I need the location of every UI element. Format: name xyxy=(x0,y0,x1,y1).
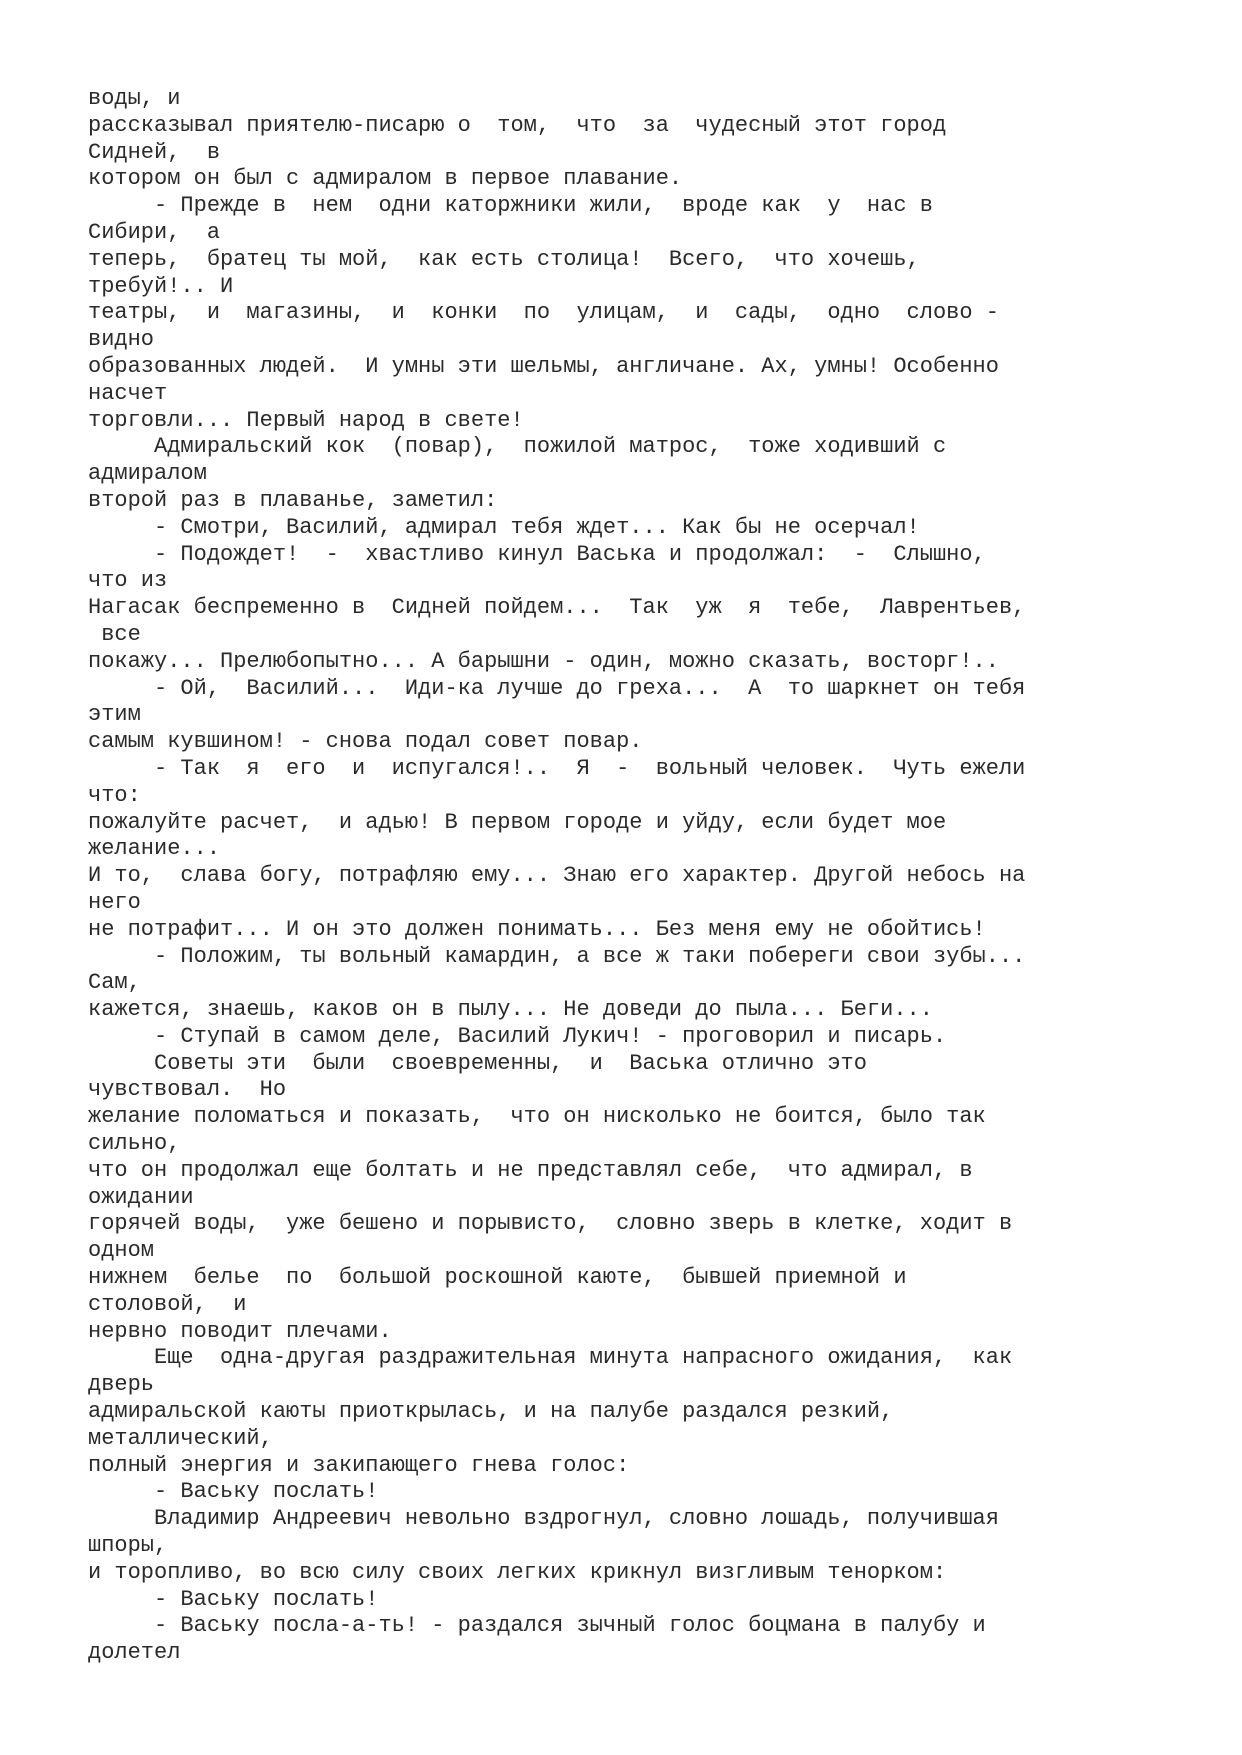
text-line: не потрафит... И он это должен понимать... Без меня ему не обойтись! xyxy=(88,916,986,942)
text-line: столовой, и xyxy=(88,1291,247,1317)
text-line: - Положим, ты вольный камардин, а все ж таки побереги свои зубы... xyxy=(88,943,1026,969)
text-line: него xyxy=(88,889,141,915)
text-line: сильно, xyxy=(88,1131,181,1157)
text-line: нижнем белье по большой роскошной каюте, бывшей приемной и xyxy=(88,1265,907,1291)
text-line: теперь, братец ты мой, как есть столица! Всего, что хочешь, xyxy=(88,246,920,272)
text-line: Адмиральский кок (повар), пожилой матрос, тоже ходивший с xyxy=(88,434,947,460)
text-line: видно xyxy=(88,327,155,353)
text-line: желание поломаться и показать, что он нисколько не боится, было так xyxy=(88,1104,986,1130)
text-line: чувствовал. Но xyxy=(88,1077,287,1103)
text-line: желание... xyxy=(88,836,221,862)
text-line: адмиралом xyxy=(88,461,207,487)
document-page xyxy=(88,86,1208,1667)
text-line: и торопливо, во всю силу своих легких крикнул визгливым тенорком: xyxy=(88,1559,947,1585)
text-line: - Ой, Василий... Иди-ка лучше до греха... А то шаркнет он тебя xyxy=(88,675,1026,701)
text-line: театры, и магазины, и конки по улицам, и сады, одно слово - xyxy=(88,300,999,326)
text-line: Сибири, а xyxy=(88,219,221,245)
text-line: что из xyxy=(88,568,168,594)
text-line: долетел xyxy=(88,1640,181,1666)
text-line: что: xyxy=(88,782,141,808)
text-line: металлический, xyxy=(88,1425,273,1451)
text-line: этим xyxy=(88,702,141,728)
text-line: пожалуйте расчет, и адью! В первом городе и уйду, если будет мое xyxy=(88,809,947,835)
text-line: рассказывал приятелю-писарю о том, что за чудесный этот город xyxy=(88,112,947,138)
text-line: - Ваську послать! xyxy=(88,1586,379,1612)
text-line: образованных людей. И умны эти шельмы, англичане. Ах, умны! Особенно xyxy=(88,353,999,379)
text-line: Сидней, в xyxy=(88,139,221,165)
text-line: И то, слава богу, потрафляю ему... Знаю его характер. Другой небось на xyxy=(88,863,1026,889)
text-line: Сам, xyxy=(88,970,141,996)
text-line: Советы эти были своевременны, и Васька отлично это xyxy=(88,1050,867,1076)
text-line: требуй!.. И xyxy=(88,273,234,299)
text-line: горячей воды, уже бешено и порывисто, словно зверь в клетке, ходит в xyxy=(88,1211,1013,1237)
text-line: адмиральской каюты приоткрылась, и на палубе раздался резкий, xyxy=(88,1399,894,1425)
text-line: - Ваську посла-а-ть! - раздался зычный голос боцмана в палубу и xyxy=(88,1613,986,1639)
text-line: котором он был с адмиралом в первое плавание. xyxy=(88,166,683,192)
text-line: что он продолжал еще болтать и не представлял себе, что адмирал, в xyxy=(88,1157,973,1183)
text-line: полный энергия и закипающего гнева голос: xyxy=(88,1452,630,1478)
text-line: - Ваську послать! xyxy=(88,1479,379,1505)
text-line: Нагасак беспременно в Сидней пойдем... Так уж я тебе, Лаврентьев, xyxy=(88,595,1026,621)
text-line: торговли... Первый народ в свете! xyxy=(88,407,524,433)
text-line: Владимир Андреевич невольно вздрогнул, словно лошадь, получившая xyxy=(88,1506,999,1532)
text-line: самым кувшином! - снова подал совет повар. xyxy=(88,729,643,755)
text-line: нервно поводит плечами. xyxy=(88,1318,392,1344)
text-line: - Смотри, Василий, адмирал тебя ждет... Как бы не осерчал! xyxy=(88,514,920,540)
text-line: второй раз в плаванье, заметил: xyxy=(88,487,498,513)
text-line: ожидании xyxy=(88,1184,194,1210)
text-line: одном xyxy=(88,1238,155,1264)
text-line: все xyxy=(88,621,141,647)
text-line: покажу... Прелюбопытно... А барышни - один, можно сказать, восторг!.. xyxy=(88,648,999,674)
text-line: Еще одна-другая раздражительная минута напрасного ожидания, как xyxy=(88,1345,1013,1371)
text-line: кажется, знаешь, каков он в пылу... Не доведи до пыла... Беги... xyxy=(88,997,933,1023)
text-line: - Так я его и испугался!.. Я - вольный человек. Чуть ежели xyxy=(88,755,1026,781)
text-line: шпоры, xyxy=(88,1533,168,1559)
text-line: воды, и xyxy=(88,86,181,111)
text-line: дверь xyxy=(88,1372,155,1398)
text-line: - Прежде в нем одни каторжники жили, вроде как у нас в xyxy=(88,193,933,219)
text-line: насчет xyxy=(88,380,168,406)
text-line: - Подождет! - хвастливо кинул Васька и продолжал: - Слышно, xyxy=(88,541,986,567)
text-line: - Ступай в самом деле, Василий Лукич! - проговорил и писарь. xyxy=(88,1023,947,1049)
